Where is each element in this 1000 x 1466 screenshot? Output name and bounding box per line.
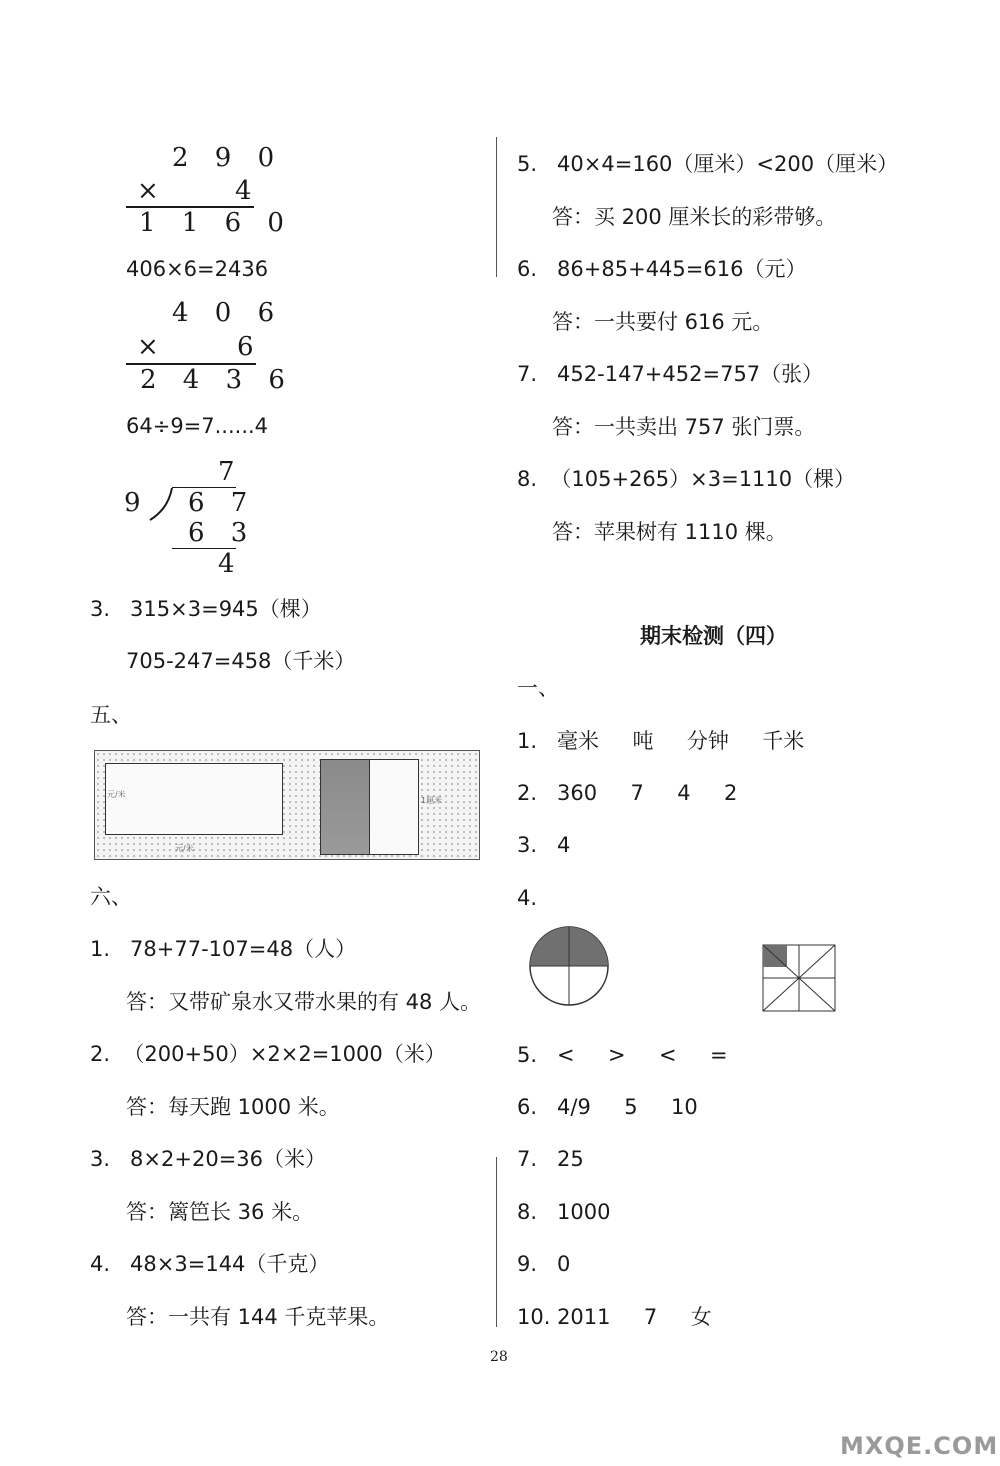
left-item-2-answer: 答：每天跑 1000 米。 <box>126 1095 340 1119</box>
answer-4: 4. <box>517 886 538 910</box>
page-number: 28 <box>490 1349 508 1365</box>
left-item-2-equation: 2. （200+50）×2×2=1000（米） <box>90 1042 446 1066</box>
left-item-4-answer: 答：一共有 144 千克苹果。 <box>126 1305 390 1329</box>
left-item-1-equation: 1. 78+77-107=48（人） <box>90 937 357 961</box>
dividend: 6 7 <box>188 488 257 518</box>
bottom-label: 元/米 <box>175 844 194 853</box>
q3-line2: 705-247=458（千米） <box>126 649 356 673</box>
left-label: 元/米 <box>107 790 126 799</box>
times-sign: × <box>137 332 168 362</box>
times-sign: × <box>137 176 168 206</box>
right-item-6-equation: 6. 86+85+445=616（元） <box>517 257 807 281</box>
product: 6 3 <box>188 518 257 548</box>
answer-5: 5. < > < = <box>517 1043 728 1067</box>
right-label: 1厘米 <box>421 796 443 805</box>
right-item-8-equation: 8. （105+265）×3=1110（棵） <box>517 467 856 491</box>
section-1-heading: 一、 <box>517 676 559 700</box>
right-item-8-answer: 答：苹果树有 1110 棵。 <box>552 520 787 544</box>
large-rectangle <box>105 763 283 835</box>
right-item-5-equation: 5. 40×4=160（厘米）<200（厘米） <box>517 152 899 176</box>
answer-8: 8. 1000 <box>517 1200 611 1224</box>
exam-title: 期末检测（四） <box>640 624 787 648</box>
left-item-1-answer: 答：又带矿泉水又带水果的有 48 人。 <box>126 990 482 1014</box>
answer-10: 10. 2011 7 女 <box>517 1305 712 1329</box>
shaded-circle-figure <box>528 925 610 1007</box>
multiplier: 4 <box>235 176 261 206</box>
answer-3: 3. 4 <box>517 833 571 857</box>
right-item-6-answer: 答：一共要付 616 元。 <box>552 310 774 334</box>
product: 2 4 3 6 <box>140 365 294 395</box>
column-divider-top <box>496 137 497 277</box>
division-bracket <box>148 487 174 521</box>
quotient: 7 <box>218 457 244 487</box>
multiplicand: 2 9 0 <box>172 143 284 173</box>
left-item-3-equation: 3. 8×2+20=36（米） <box>90 1147 327 1171</box>
answer-6: 6. 4/9 5 10 <box>517 1095 698 1119</box>
remainder: 4 <box>218 549 244 579</box>
measurement-figure <box>94 750 480 860</box>
equation-64: 64÷9=7......4 <box>126 414 269 438</box>
product: 1 1 6 0 <box>139 208 293 238</box>
multiplicand: 4 0 6 <box>172 298 284 328</box>
answer-2: 2. 360 7 4 2 <box>517 781 738 805</box>
right-item-7-answer: 答：一共卖出 757 张门票。 <box>552 415 816 439</box>
answer-9: 9. 0 <box>517 1252 571 1276</box>
answer-7: 7. 25 <box>517 1147 584 1171</box>
left-item-3-answer: 答：篱笆长 36 米。 <box>126 1200 314 1224</box>
unshaded-rectangle <box>369 759 419 855</box>
answer-1: 1. 毫米 吨 分钟 千米 <box>517 729 805 753</box>
q3-line1: 3. 315×3=945（棵） <box>90 597 322 621</box>
divisor: 9 <box>124 488 150 518</box>
right-item-5-answer: 答：买 200 厘米长的彩带够。 <box>552 205 837 229</box>
column-divider-bottom <box>496 1157 497 1327</box>
section-5-heading: 五、 <box>90 703 132 727</box>
equation-406: 406×6=2436 <box>126 257 269 281</box>
shaded-rectangle <box>320 759 370 855</box>
section-6-heading: 六、 <box>90 885 132 909</box>
divided-square-figure <box>762 944 836 1012</box>
right-item-7-equation: 7. 452-147+452=757（张） <box>517 362 824 386</box>
left-item-4-equation: 4. 48×3=144（千克） <box>90 1252 330 1276</box>
watermark: MXQE.COM <box>840 1432 999 1460</box>
multiplier: 6 <box>237 332 263 362</box>
